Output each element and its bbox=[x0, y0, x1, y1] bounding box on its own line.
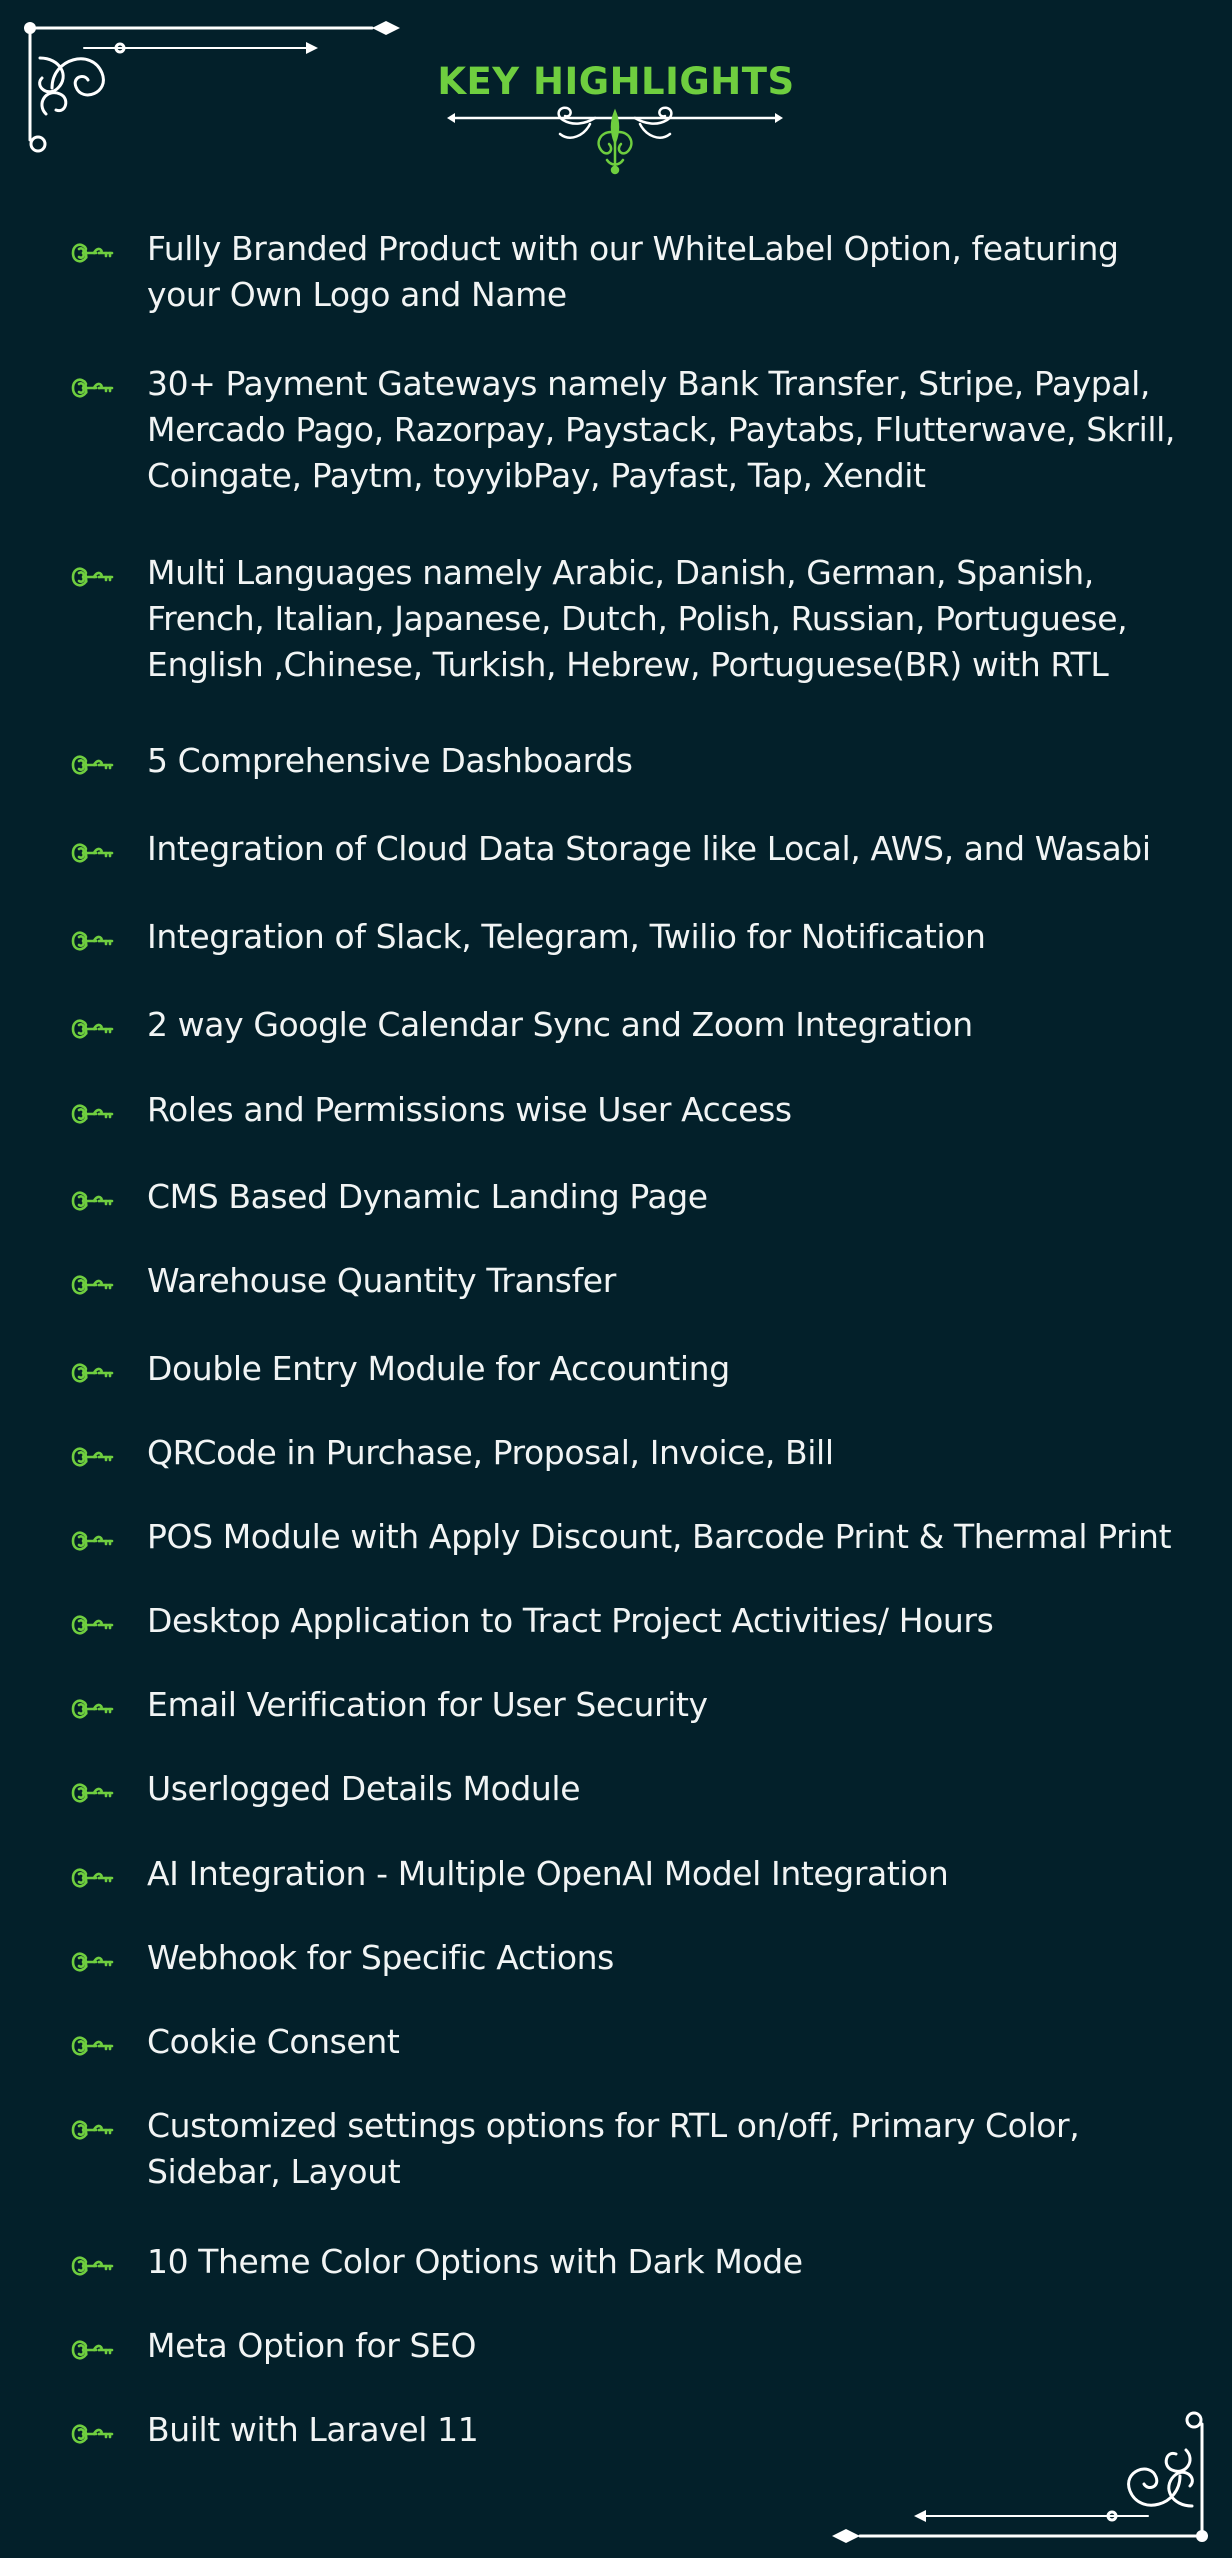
key-icon bbox=[70, 241, 116, 265]
key-icon bbox=[70, 376, 116, 400]
highlight-text: Built with Laravel 11 bbox=[147, 2410, 479, 2449]
key-icon bbox=[70, 1189, 116, 1213]
highlight-text: Double Entry Module for Accounting bbox=[147, 1349, 730, 1388]
key-icon bbox=[70, 1866, 116, 1890]
key-icon bbox=[70, 1445, 116, 1469]
highlight-text: Warehouse Quantity Transfer bbox=[147, 1261, 616, 1300]
key-icon bbox=[70, 841, 116, 865]
highlight-text: Cookie Consent bbox=[147, 2022, 400, 2061]
highlight-text: Email Verification for User Security bbox=[147, 1685, 708, 1724]
highlight-text: 10 Theme Color Options with Dark Mode bbox=[147, 2242, 803, 2281]
key-icon bbox=[70, 1273, 116, 1297]
highlight-text: AI Integration - Multiple OpenAI Model Integration bbox=[147, 1854, 949, 1893]
key-icon bbox=[70, 1697, 116, 1721]
highlight-text: 2 way Google Calendar Sync and Zoom Integration bbox=[147, 1005, 973, 1044]
key-icon bbox=[70, 1361, 116, 1385]
highlight-text: 5 Comprehensive Dashboards bbox=[147, 741, 633, 780]
key-icon bbox=[70, 1017, 116, 1041]
highlight-text: Multi Languages namely Arabic, Danish, German, Spanish, French, Italian, Japanese, Dutch, Polish, Russian, Portuguese, English ,Chinese, Turkish, Hebrew, Portuguese(BR) with RTL bbox=[147, 553, 1128, 684]
highlight-text: Userlogged Details Module bbox=[147, 1769, 581, 1808]
highlight-text: Meta Option for SEO bbox=[147, 2326, 477, 2365]
key-icon bbox=[70, 1781, 116, 1805]
key-icon bbox=[70, 753, 116, 777]
key-icon bbox=[70, 2338, 116, 2362]
highlight-text: QRCode in Purchase, Proposal, Invoice, Bill bbox=[147, 1433, 834, 1472]
highlight-text: Webhook for Specific Actions bbox=[147, 1938, 614, 1977]
key-icon bbox=[70, 565, 116, 589]
highlight-text: Fully Branded Product with our WhiteLabel Option, featuring your Own Logo and Name bbox=[147, 229, 1119, 314]
key-icon bbox=[70, 1613, 116, 1637]
highlight-text: POS Module with Apply Discount, Barcode Print & Thermal Print bbox=[147, 1517, 1172, 1556]
highlight-text: CMS Based Dynamic Landing Page bbox=[147, 1177, 708, 1216]
highlight-text: Roles and Permissions wise User Access bbox=[147, 1090, 792, 1129]
key-icon bbox=[70, 2118, 116, 2142]
highlight-text: 30+ Payment Gateways namely Bank Transfer, Stripe, Paypal, Mercado Pago, Razorpay, Paystack, Paytabs, Flutterwave, Skrill, Coingate, Paytm, toyyibPay, Payfast, Tap, Xendit bbox=[147, 364, 1176, 495]
key-icon bbox=[70, 2254, 116, 2278]
title-flourish-ornament bbox=[445, 106, 785, 178]
key-icon bbox=[70, 2422, 116, 2446]
highlight-text: Integration of Cloud Data Storage like Local, AWS, and Wasabi bbox=[147, 829, 1151, 868]
page-title: KEY HIGHLIGHTS bbox=[437, 60, 795, 103]
highlight-text: Desktop Application to Tract Project Activities/ Hours bbox=[147, 1601, 994, 1640]
key-icon bbox=[70, 2034, 116, 2058]
key-icon bbox=[70, 929, 116, 953]
key-icon bbox=[70, 1102, 116, 1126]
key-icon bbox=[70, 1529, 116, 1553]
highlight-text: Customized settings options for RTL on/off, Primary Color, Sidebar, Layout bbox=[147, 2106, 1080, 2191]
highlight-text: Integration of Slack, Telegram, Twilio for Notification bbox=[147, 917, 986, 956]
key-icon bbox=[70, 1950, 116, 1974]
